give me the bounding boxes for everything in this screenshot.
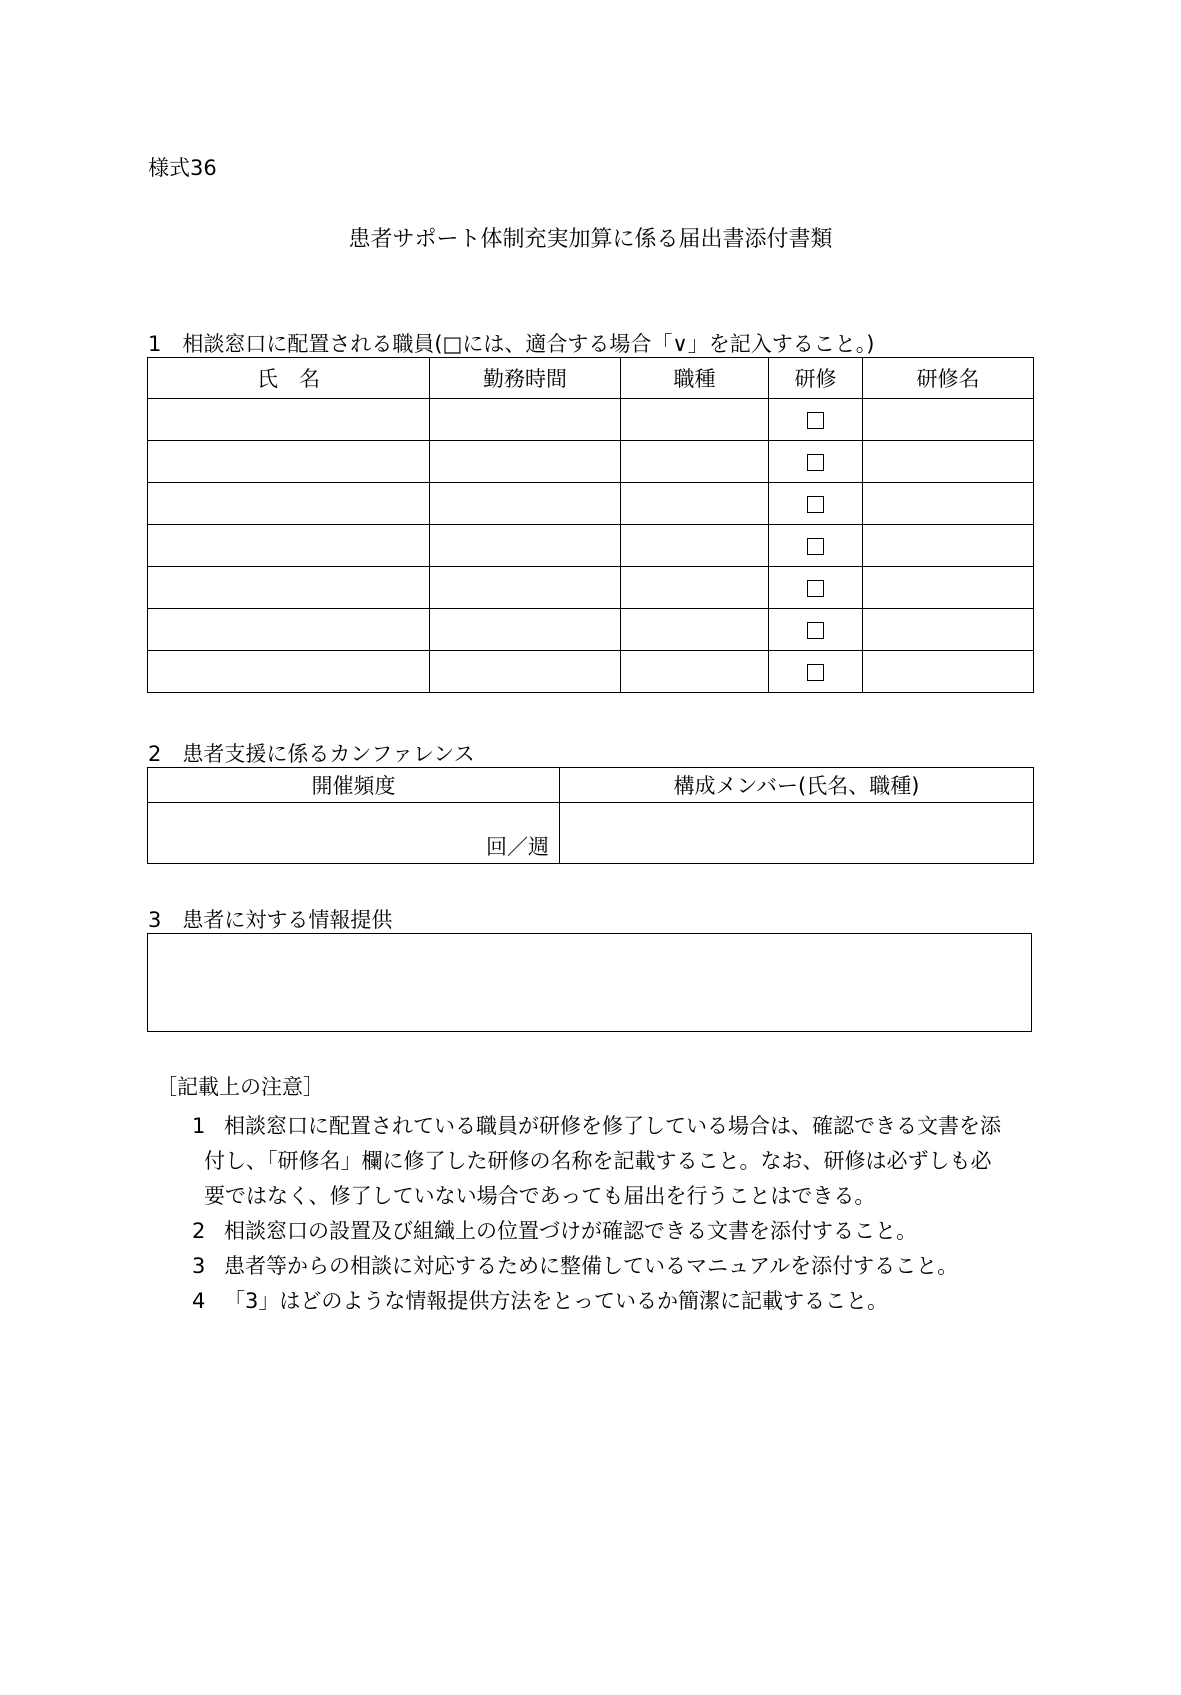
note-item-1-continued: 要ではなく、修了していない場合であっても届出を行うことはできる。 — [204, 1184, 876, 1208]
training-cell — [769, 525, 863, 567]
col-header-job: 職種 — [621, 358, 769, 399]
col-header-name: 氏 名 — [148, 358, 430, 399]
section2-heading: 2 患者支援に係るカンファレンス — [148, 742, 475, 766]
training-checkbox[interactable] — [807, 538, 824, 555]
hours-cell[interactable] — [430, 525, 621, 567]
training-name-cell[interactable] — [863, 609, 1034, 651]
conference-table-header — [148, 768, 1034, 803]
table-row — [148, 483, 1034, 525]
section3-heading: 3 患者に対する情報提供 — [148, 908, 393, 932]
name-cell[interactable] — [148, 483, 430, 525]
col-header-frequency: 開催頻度 — [148, 768, 560, 803]
hours-cell[interactable] — [430, 441, 621, 483]
staff-table — [147, 357, 1034, 693]
name-cell[interactable] — [148, 525, 430, 567]
note-number: 4 — [192, 1289, 206, 1313]
hours-cell[interactable] — [430, 399, 621, 441]
training-cell — [769, 441, 863, 483]
note-number: 3 — [192, 1254, 206, 1278]
note-item-3 — [192, 1250, 958, 1280]
name-cell[interactable] — [148, 651, 430, 693]
training-checkbox[interactable] — [807, 496, 824, 513]
notes-heading: ［記載上の注意］ — [156, 1075, 324, 1099]
information-provision-box[interactable] — [147, 933, 1032, 1032]
form-number: 様式36 — [148, 156, 217, 180]
col-header-members: 構成メンバー(氏名、職種) — [560, 768, 1034, 803]
training-cell — [769, 483, 863, 525]
training-cell — [769, 399, 863, 441]
hours-cell[interactable] — [430, 567, 621, 609]
hours-cell[interactable] — [430, 483, 621, 525]
conference-table — [147, 767, 1034, 864]
table-row — [148, 525, 1034, 567]
table-row — [148, 567, 1034, 609]
document-title: 患者サポート体制充実加算に係る届出書添付書類 — [348, 227, 833, 252]
frequency-cell[interactable] — [148, 803, 560, 864]
training-name-cell[interactable] — [863, 399, 1034, 441]
note-item-1 — [192, 1110, 1001, 1140]
note-item-1-continued: 付し、「研修名」欄に修了した研修の名称を記載すること。なお、研修は必ずしも必 — [204, 1149, 992, 1173]
job-cell[interactable] — [621, 483, 769, 525]
job-cell[interactable] — [621, 651, 769, 693]
job-cell[interactable] — [621, 399, 769, 441]
table-row — [148, 803, 1034, 864]
name-cell[interactable] — [148, 609, 430, 651]
training-name-cell[interactable] — [863, 441, 1034, 483]
training-checkbox[interactable] — [807, 622, 824, 639]
training-cell — [769, 609, 863, 651]
note-item-4 — [192, 1285, 888, 1315]
training-name-cell[interactable] — [863, 525, 1034, 567]
training-name-cell[interactable] — [863, 483, 1034, 525]
members-cell[interactable] — [560, 803, 1034, 864]
frequency-unit: 回／週 — [486, 835, 549, 859]
note-text: 患者等からの相談に対応するために整備しているマニュアルを添付すること。 — [224, 1254, 959, 1278]
table-row — [148, 651, 1034, 693]
note-text: 相談窓口の設置及び組織上の位置づけが確認できる文書を添付すること。 — [224, 1219, 917, 1243]
col-header-training-name: 研修名 — [863, 358, 1034, 399]
table-row — [148, 399, 1034, 441]
name-cell[interactable] — [148, 441, 430, 483]
training-checkbox[interactable] — [807, 664, 824, 681]
table-row — [148, 609, 1034, 651]
staff-table-header — [148, 358, 1034, 399]
note-number: 1 — [192, 1114, 206, 1138]
job-cell[interactable] — [621, 567, 769, 609]
training-name-cell[interactable] — [863, 651, 1034, 693]
training-checkbox[interactable] — [807, 412, 824, 429]
note-text: 相談窓口に配置されている職員が研修を修了している場合は、確認できる文書を添 — [224, 1114, 1001, 1138]
note-text: 「3」はどのような情報提供方法をとっているか簡潔に記載すること。 — [224, 1289, 888, 1313]
hours-cell[interactable] — [430, 651, 621, 693]
table-row — [148, 441, 1034, 483]
job-cell[interactable] — [621, 609, 769, 651]
training-cell — [769, 567, 863, 609]
job-cell[interactable] — [621, 525, 769, 567]
training-name-cell[interactable] — [863, 567, 1034, 609]
hours-cell[interactable] — [430, 609, 621, 651]
name-cell[interactable] — [148, 399, 430, 441]
col-header-training: 研修 — [769, 358, 863, 399]
section1-heading: 1 相談窓口に配置される職員(□には、適合する場合「∨」を記入すること。) — [148, 332, 875, 356]
training-checkbox[interactable] — [807, 454, 824, 471]
note-number: 2 — [192, 1219, 206, 1243]
job-cell[interactable] — [621, 441, 769, 483]
name-cell[interactable] — [148, 567, 430, 609]
training-checkbox[interactable] — [807, 580, 824, 597]
training-cell — [769, 651, 863, 693]
note-item-2 — [192, 1215, 917, 1245]
col-header-hours: 勤務時間 — [430, 358, 621, 399]
